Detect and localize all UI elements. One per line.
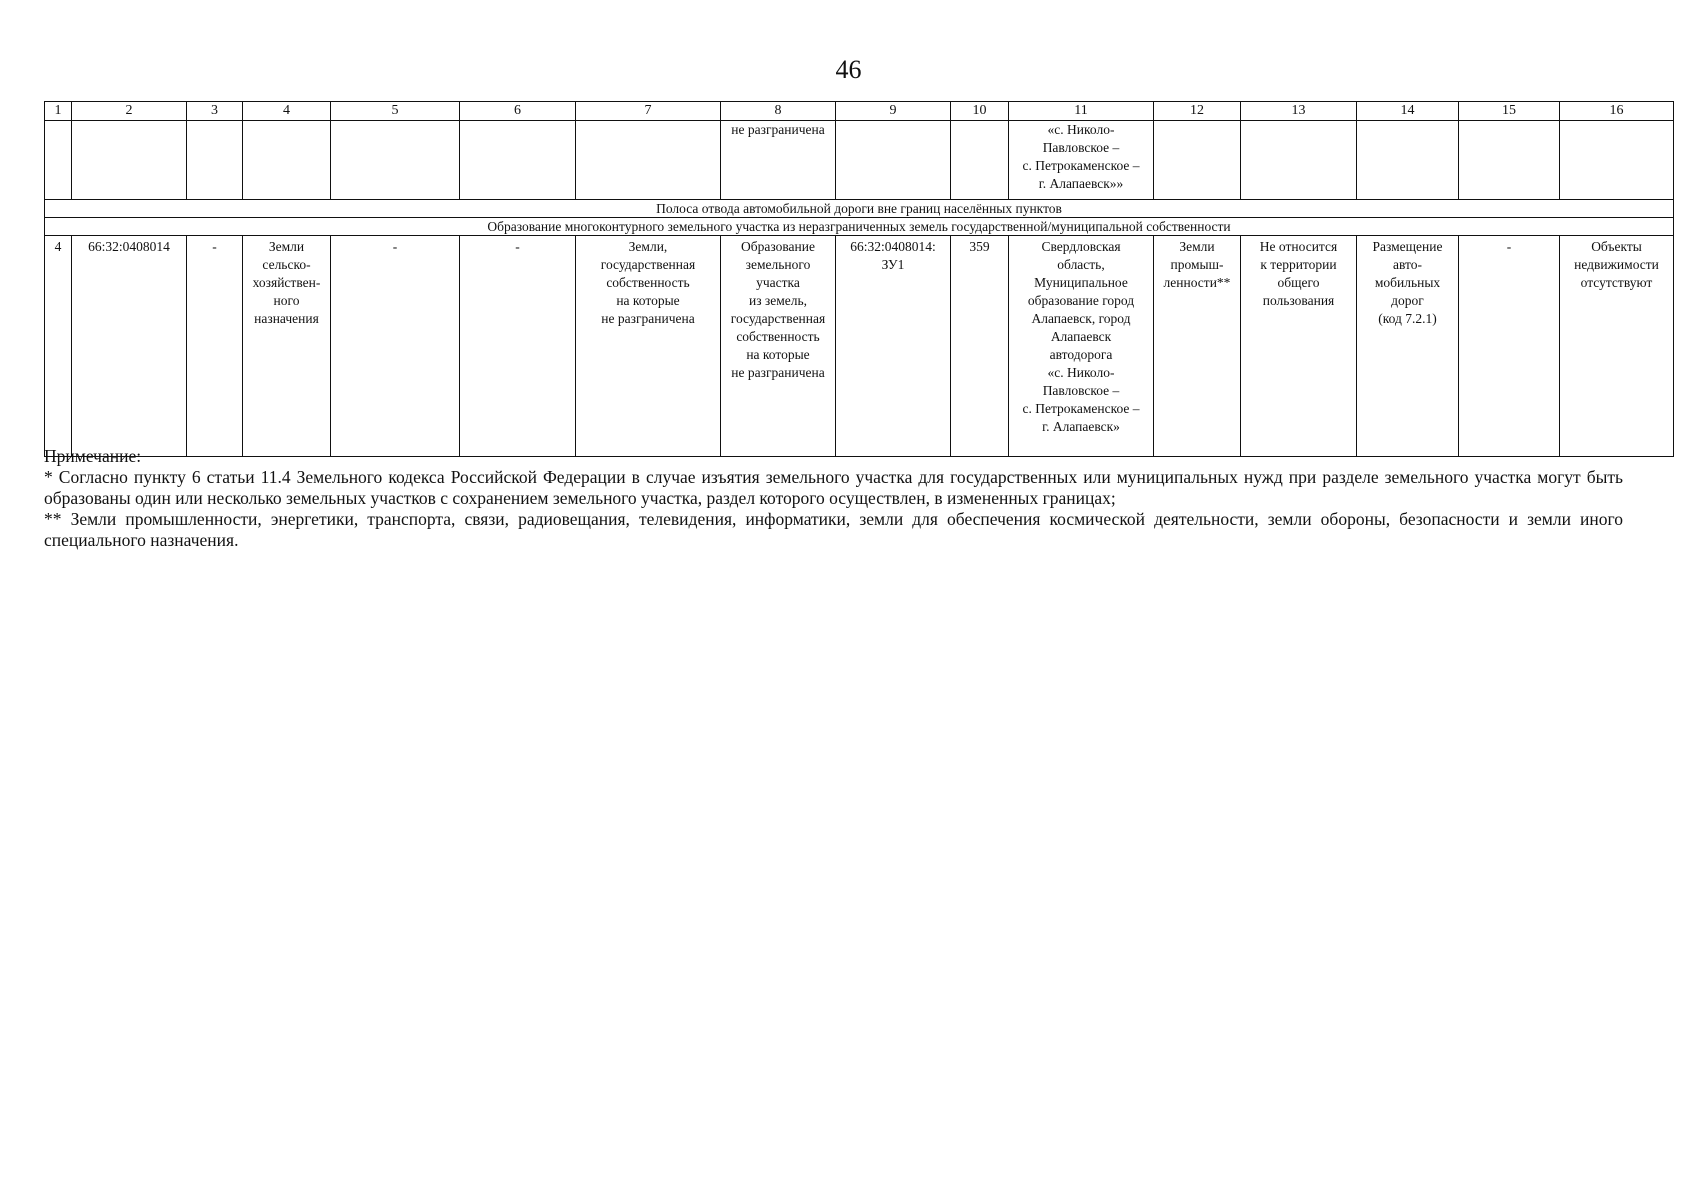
table-row bbox=[45, 236, 1674, 457]
table-cell bbox=[951, 121, 1009, 200]
table-cell bbox=[1357, 121, 1459, 200]
new-plot-number-cell: 66:32:0408014: ЗУ1 bbox=[836, 236, 951, 457]
column-number: 12 bbox=[1154, 102, 1241, 121]
subsection-row bbox=[45, 218, 1674, 236]
table-cell: - bbox=[331, 236, 460, 457]
table-cell bbox=[1154, 121, 1241, 200]
page-number: 46 bbox=[835, 55, 862, 84]
table-cell bbox=[1560, 121, 1674, 200]
section-row bbox=[45, 200, 1674, 218]
column-number: 7 bbox=[576, 102, 721, 121]
column-number: 13 bbox=[1241, 102, 1357, 121]
table-cell: «с. Николо- Павловское – с. Петрокаменское – г. Алапаевск»» bbox=[1009, 121, 1154, 200]
table-cell bbox=[836, 121, 951, 200]
table-cell: - bbox=[187, 236, 243, 457]
column-number: 14 bbox=[1357, 102, 1459, 121]
land-plot-table bbox=[44, 101, 1674, 457]
column-number: 4 bbox=[243, 102, 331, 121]
column-number: 5 bbox=[331, 102, 460, 121]
table-cell bbox=[331, 121, 460, 200]
table-cell bbox=[460, 121, 576, 200]
column-number: 2 bbox=[72, 102, 187, 121]
row-number-cell: 4 bbox=[45, 236, 72, 457]
continuation-row bbox=[45, 121, 1674, 200]
section-title: Полоса отвода автомобильной дороги вне границ населённых пунктов bbox=[45, 200, 1674, 218]
permitted-use-cell: Размещение авто- мобильных дорог (код 7.2.1) bbox=[1357, 236, 1459, 457]
land-category-cell: Земли сельско- хозяйствен- ного назначения bbox=[243, 236, 331, 457]
column-number: 11 bbox=[1009, 102, 1154, 121]
real-estate-cell: Объекты недвижимости отсутствуют bbox=[1560, 236, 1674, 457]
table-cell: не разграничена bbox=[721, 121, 836, 200]
notes-heading: Примечание: bbox=[44, 446, 142, 466]
column-number: 1 bbox=[45, 102, 72, 121]
source-cadastral-number-cell: 66:32:0408014 bbox=[72, 236, 187, 457]
table-cell bbox=[45, 121, 72, 200]
public-use-cell: Не относится к территории общего пользования bbox=[1241, 236, 1357, 457]
column-number: 6 bbox=[460, 102, 576, 121]
table-cell bbox=[1241, 121, 1357, 200]
table-cell bbox=[187, 121, 243, 200]
area-cell: 359 bbox=[951, 236, 1009, 457]
notes bbox=[44, 446, 1623, 551]
method-cell: Образование земельного участка из земель, государственная собственность на которые не разграничена bbox=[721, 236, 836, 457]
table-cell bbox=[1459, 121, 1560, 200]
subsection-title: Образование многоконтурного земельного участка из неразграниченных земель государственной/муниципальной собственности bbox=[45, 218, 1674, 236]
new-land-category-cell: Земли промыш- ленности** bbox=[1154, 236, 1241, 457]
table-cell bbox=[576, 121, 721, 200]
footnote-2: ** Земли промышленности, энергетики, транспорта, связи, радиовещания, телевидения, информатики, земли для обеспечения космической деятельности, земли обороны, безопасности и земли иного специального назначения. bbox=[44, 509, 1623, 550]
column-number: 15 bbox=[1459, 102, 1560, 121]
column-number: 8 bbox=[721, 102, 836, 121]
footnote-1: * Согласно пункту 6 статьи 11.4 Земельного кодекса Российской Федерации в случае изъятия земельного участка для государственных или муниципальных нужд при разделе земельного участка могут быть образованы один или несколько земельных участков с сохранением земельного участка, раздел которого осуществлен, в измененных границах; bbox=[44, 467, 1623, 508]
address-cell: Свердловская область, Муниципальное образование город Алапаевск, город Алапаевск автодорога «с. Николо- Павловское – с. Петрокаменское – г. Алапаевск» bbox=[1009, 236, 1154, 457]
table-cell bbox=[72, 121, 187, 200]
table-cell: - bbox=[1459, 236, 1560, 457]
column-number: 9 bbox=[836, 102, 951, 121]
column-number: 10 bbox=[951, 102, 1009, 121]
ownership-cell: Земли, государственная собственность на которые не разграничена bbox=[576, 236, 721, 457]
column-number-row bbox=[45, 102, 1674, 121]
table-cell: - bbox=[460, 236, 576, 457]
column-number: 3 bbox=[187, 102, 243, 121]
column-number: 16 bbox=[1560, 102, 1674, 121]
table-cell bbox=[243, 121, 331, 200]
